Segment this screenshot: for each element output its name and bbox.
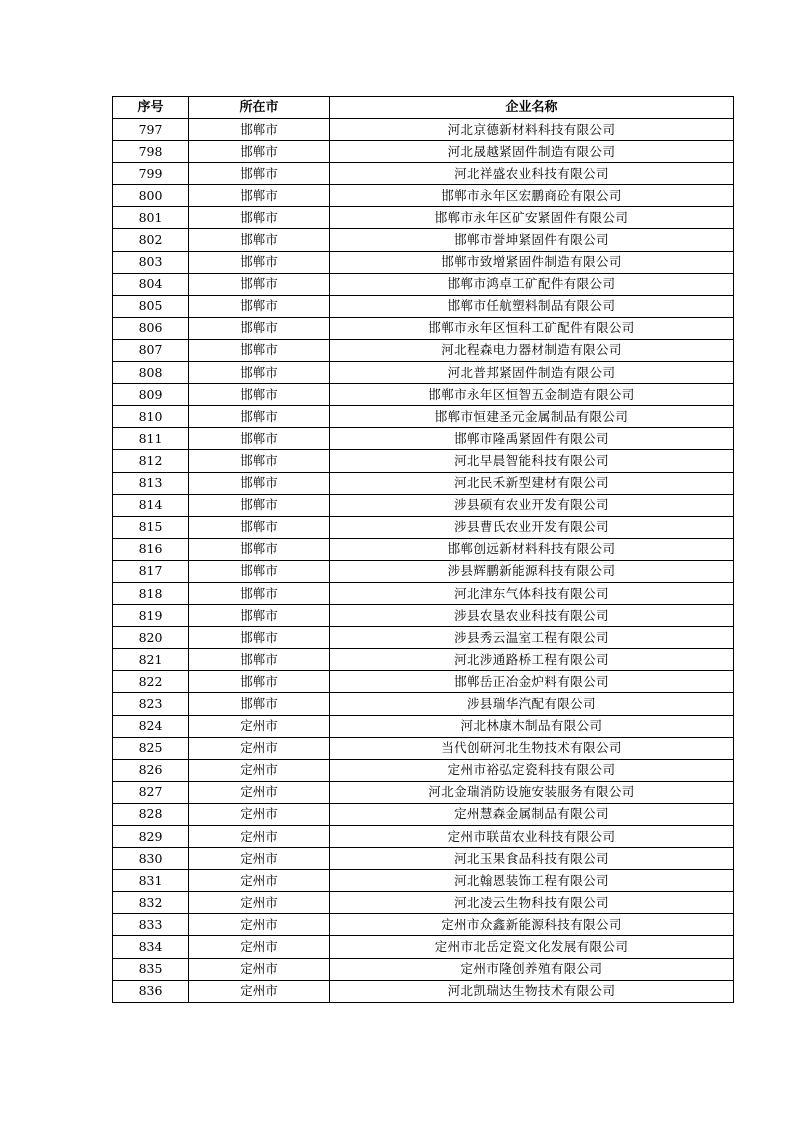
table-row <box>113 163 734 185</box>
cell-sequence-number: 797 <box>113 119 189 141</box>
cell-company-name: 河北普邦紧固件制造有限公司 <box>330 362 734 384</box>
cell-sequence-number: 804 <box>113 273 189 295</box>
table-row <box>113 560 734 582</box>
table-row <box>113 958 734 980</box>
cell-city: 定州市 <box>189 781 330 803</box>
cell-city: 邯郸市 <box>189 185 330 207</box>
cell-sequence-number: 818 <box>113 582 189 604</box>
cell-company-name: 邯郸市永年区恒科工矿配件有限公司 <box>330 317 734 339</box>
cell-sequence-number: 823 <box>113 693 189 715</box>
cell-city: 邯郸市 <box>189 605 330 627</box>
table-row <box>113 759 734 781</box>
table-row <box>113 428 734 450</box>
header-sequence-number: 序号 <box>113 97 189 119</box>
cell-city: 定州市 <box>189 892 330 914</box>
cell-sequence-number: 827 <box>113 781 189 803</box>
table-row <box>113 295 734 317</box>
cell-sequence-number: 833 <box>113 914 189 936</box>
cell-sequence-number: 807 <box>113 339 189 361</box>
cell-city: 邯郸市 <box>189 516 330 538</box>
cell-city: 邯郸市 <box>189 450 330 472</box>
table-row <box>113 803 734 825</box>
cell-city: 邯郸市 <box>189 671 330 693</box>
cell-city: 邯郸市 <box>189 163 330 185</box>
header-city: 所在市 <box>189 97 330 119</box>
cell-company-name: 邯郸市永年区矿安紧固件有限公司 <box>330 207 734 229</box>
cell-city: 邯郸市 <box>189 406 330 428</box>
table-row <box>113 362 734 384</box>
cell-city: 邯郸市 <box>189 251 330 273</box>
cell-city: 定州市 <box>189 826 330 848</box>
cell-sequence-number: 808 <box>113 362 189 384</box>
table-row <box>113 141 734 163</box>
cell-company-name: 河北民禾新型建材有限公司 <box>330 472 734 494</box>
table-row <box>113 980 734 1002</box>
cell-company-name: 邯郸市隆禹紧固件有限公司 <box>330 428 734 450</box>
cell-company-name: 河北津东气体科技有限公司 <box>330 582 734 604</box>
cell-sequence-number: 810 <box>113 406 189 428</box>
cell-sequence-number: 798 <box>113 141 189 163</box>
cell-city: 邯郸市 <box>189 428 330 450</box>
cell-sequence-number: 834 <box>113 936 189 958</box>
cell-city: 邯郸市 <box>189 693 330 715</box>
cell-city: 定州市 <box>189 715 330 737</box>
cell-city: 邯郸市 <box>189 141 330 163</box>
table-row <box>113 781 734 803</box>
table-row <box>113 914 734 936</box>
cell-company-name: 邯郸市鸿卓工矿配件有限公司 <box>330 273 734 295</box>
cell-sequence-number: 820 <box>113 627 189 649</box>
table-row <box>113 538 734 560</box>
cell-city: 定州市 <box>189 914 330 936</box>
table-row <box>113 892 734 914</box>
cell-sequence-number: 801 <box>113 207 189 229</box>
cell-company-name: 河北涉通路桥工程有限公司 <box>330 649 734 671</box>
cell-company-name: 定州市北岳定瓷文化发展有限公司 <box>330 936 734 958</box>
cell-sequence-number: 826 <box>113 759 189 781</box>
cell-city: 邯郸市 <box>189 119 330 141</box>
cell-sequence-number: 825 <box>113 737 189 759</box>
cell-sequence-number: 802 <box>113 229 189 251</box>
cell-sequence-number: 821 <box>113 649 189 671</box>
cell-city: 定州市 <box>189 980 330 1002</box>
cell-company-name: 涉县农垦农业科技有限公司 <box>330 605 734 627</box>
cell-city: 邯郸市 <box>189 494 330 516</box>
cell-sequence-number: 830 <box>113 848 189 870</box>
cell-city: 定州市 <box>189 803 330 825</box>
cell-sequence-number: 835 <box>113 958 189 980</box>
table-row <box>113 737 734 759</box>
cell-sequence-number: 832 <box>113 892 189 914</box>
cell-city: 定州市 <box>189 848 330 870</box>
cell-sequence-number: 836 <box>113 980 189 1002</box>
cell-city: 邯郸市 <box>189 207 330 229</box>
cell-company-name: 邯郸市永年区宏鹏商砼有限公司 <box>330 185 734 207</box>
company-table <box>112 96 734 1003</box>
cell-company-name: 河北祥盛农业科技有限公司 <box>330 163 734 185</box>
cell-city: 定州市 <box>189 759 330 781</box>
cell-city: 邯郸市 <box>189 362 330 384</box>
cell-sequence-number: 824 <box>113 715 189 737</box>
header-company-name: 企业名称 <box>330 97 734 119</box>
cell-sequence-number: 816 <box>113 538 189 560</box>
table-row <box>113 119 734 141</box>
cell-city: 定州市 <box>189 737 330 759</box>
cell-company-name: 河北晟越紧固件制造有限公司 <box>330 141 734 163</box>
cell-sequence-number: 831 <box>113 870 189 892</box>
table-row <box>113 185 734 207</box>
cell-company-name: 河北翰恩装饰工程有限公司 <box>330 870 734 892</box>
cell-city: 邯郸市 <box>189 339 330 361</box>
cell-city: 邯郸市 <box>189 627 330 649</box>
table-row <box>113 516 734 538</box>
cell-company-name: 邯郸市致增紧固件制造有限公司 <box>330 251 734 273</box>
table-row <box>113 715 734 737</box>
table-row <box>113 627 734 649</box>
table-row <box>113 605 734 627</box>
table-row <box>113 671 734 693</box>
table-row <box>113 494 734 516</box>
table-row <box>113 848 734 870</box>
table-row <box>113 582 734 604</box>
cell-company-name: 河北林康木制品有限公司 <box>330 715 734 737</box>
cell-sequence-number: 828 <box>113 803 189 825</box>
table-row <box>113 406 734 428</box>
cell-company-name: 河北早晨智能科技有限公司 <box>330 450 734 472</box>
table-row <box>113 450 734 472</box>
table-row <box>113 826 734 848</box>
table-row <box>113 649 734 671</box>
cell-company-name: 涉县硕有农业开发有限公司 <box>330 494 734 516</box>
table-row <box>113 384 734 406</box>
cell-sequence-number: 806 <box>113 317 189 339</box>
cell-city: 邯郸市 <box>189 560 330 582</box>
table-row <box>113 693 734 715</box>
cell-company-name: 河北京德新材料科技有限公司 <box>330 119 734 141</box>
cell-sequence-number: 812 <box>113 450 189 472</box>
cell-company-name: 邯郸岳正冶金炉料有限公司 <box>330 671 734 693</box>
cell-city: 邯郸市 <box>189 317 330 339</box>
cell-company-name: 定州市联苗农业科技有限公司 <box>330 826 734 848</box>
cell-sequence-number: 814 <box>113 494 189 516</box>
table-row <box>113 936 734 958</box>
table-header-row <box>113 97 734 119</box>
cell-company-name: 河北金瑞消防设施安装服务有限公司 <box>330 781 734 803</box>
cell-sequence-number: 819 <box>113 605 189 627</box>
cell-sequence-number: 809 <box>113 384 189 406</box>
cell-city: 邯郸市 <box>189 649 330 671</box>
cell-company-name: 定州市裕弘定瓷科技有限公司 <box>330 759 734 781</box>
cell-city: 邯郸市 <box>189 295 330 317</box>
table-row <box>113 229 734 251</box>
cell-sequence-number: 815 <box>113 516 189 538</box>
cell-company-name: 涉县曹氏农业开发有限公司 <box>330 516 734 538</box>
table-row <box>113 207 734 229</box>
cell-company-name: 定州市众鑫新能源科技有限公司 <box>330 914 734 936</box>
cell-sequence-number: 822 <box>113 671 189 693</box>
cell-company-name: 邯郸市任航塑料制品有限公司 <box>330 295 734 317</box>
cell-city: 定州市 <box>189 870 330 892</box>
cell-company-name: 定州慧森金属制品有限公司 <box>330 803 734 825</box>
cell-company-name: 邯郸创远新材料科技有限公司 <box>330 538 734 560</box>
cell-sequence-number: 805 <box>113 295 189 317</box>
cell-sequence-number: 811 <box>113 428 189 450</box>
cell-sequence-number: 813 <box>113 472 189 494</box>
cell-company-name: 河北程森电力器材制造有限公司 <box>330 339 734 361</box>
cell-company-name: 当代创研河北生物技术有限公司 <box>330 737 734 759</box>
cell-city: 邯郸市 <box>189 229 330 251</box>
cell-company-name: 河北凌云生物科技有限公司 <box>330 892 734 914</box>
cell-company-name: 邯郸市恒建圣元金属制品有限公司 <box>330 406 734 428</box>
cell-company-name: 涉县辉鹏新能源科技有限公司 <box>330 560 734 582</box>
cell-city: 邯郸市 <box>189 472 330 494</box>
cell-company-name: 定州市隆创养殖有限公司 <box>330 958 734 980</box>
table-row <box>113 317 734 339</box>
cell-city: 邯郸市 <box>189 582 330 604</box>
cell-city: 邯郸市 <box>189 273 330 295</box>
cell-sequence-number: 799 <box>113 163 189 185</box>
table-body <box>113 119 734 1003</box>
table-row <box>113 870 734 892</box>
cell-city: 定州市 <box>189 958 330 980</box>
cell-company-name: 邯郸市永年区恒智五金制造有限公司 <box>330 384 734 406</box>
cell-city: 邯郸市 <box>189 384 330 406</box>
table-row <box>113 339 734 361</box>
cell-company-name: 河北玉果食品科技有限公司 <box>330 848 734 870</box>
table-row <box>113 472 734 494</box>
table-row <box>113 273 734 295</box>
cell-sequence-number: 829 <box>113 826 189 848</box>
table-row <box>113 251 734 273</box>
cell-sequence-number: 817 <box>113 560 189 582</box>
cell-company-name: 涉县秀云温室工程有限公司 <box>330 627 734 649</box>
cell-city: 邯郸市 <box>189 538 330 560</box>
cell-sequence-number: 800 <box>113 185 189 207</box>
cell-city: 定州市 <box>189 936 330 958</box>
cell-company-name: 河北凯瑞达生物技术有限公司 <box>330 980 734 1002</box>
cell-sequence-number: 803 <box>113 251 189 273</box>
cell-company-name: 邯郸市誉坤紧固件有限公司 <box>330 229 734 251</box>
cell-company-name: 涉县瑞华汽配有限公司 <box>330 693 734 715</box>
